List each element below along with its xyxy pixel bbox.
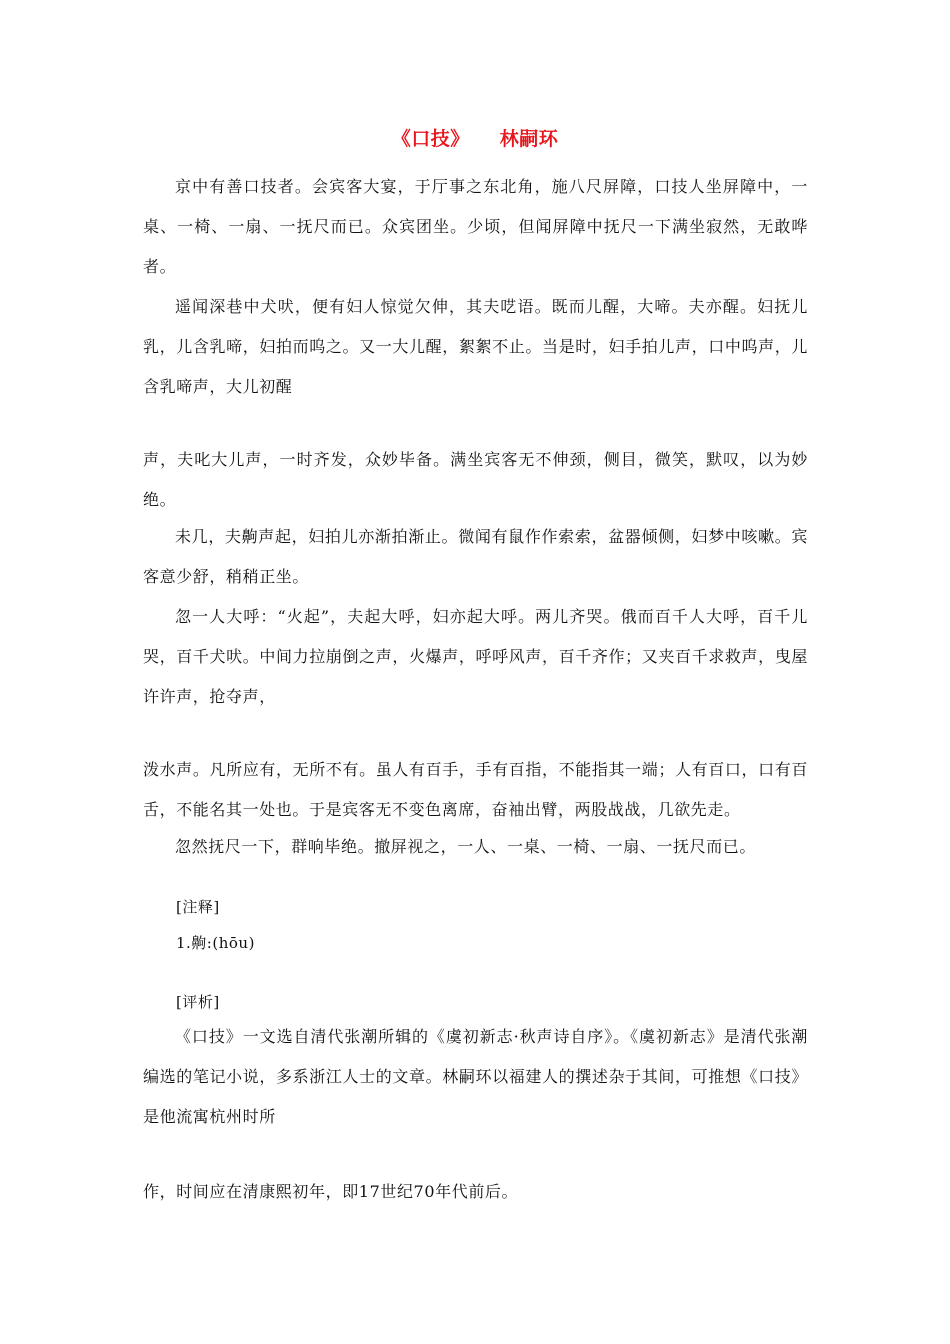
paragraph-2-continued: 声，夫叱大儿声，一时齐发，众妙毕备。满坐宾客无不伸颈，侧目，微笑，默叹，以为妙绝。 xyxy=(143,450,808,509)
paragraph-4-continued: 泼水声。凡所应有，无所不有。虽人有百手，手有百指，不能指其一端；人有百口，口有百舌，不能名其一处也。于是宾客无不变色离席，奋袖出臂，两股战战，几欲先走。 xyxy=(143,760,808,819)
commentary-paragraph-continued: 作，时间应在清康熙初年，即17世纪70年代前后。 xyxy=(143,1182,519,1201)
annotation-item: 1.齁:(hōu) xyxy=(176,934,255,952)
commentary-paragraph: 《口技》一文选自清代张潮所辑的《虞初新志·秋声诗自序》。《虞初新志》是清代张潮编选的笔记小说，多系浙江人士的文章。林嗣环以福建人的撰述杂于其间，可推想《口技》是他流寓杭州时所 xyxy=(143,1027,808,1126)
commentary-heading: [评析] xyxy=(176,993,220,1011)
paragraph-2: 遥闻深巷中犬吠，便有妇人惊觉欠伸，其夫呓语。既而儿醒，大啼。夫亦醒。妇抚儿乳，儿含乳啼，妇拍而呜之。又一大儿醒，絮絮不止。当是时，妇手拍儿声，口中呜声，儿含乳啼声，大儿初醒 xyxy=(143,297,808,396)
title-author: 林嗣环 xyxy=(499,128,559,150)
paragraph-3: 未几，夫齁声起，妇拍儿亦渐拍渐止。微闻有鼠作作索索，盆器倾侧，妇梦中咳嗽。宾客意少舒，稍稍正坐。 xyxy=(143,527,808,586)
document-title xyxy=(0,124,950,151)
title-work-name: 《口技》 xyxy=(391,128,470,150)
paragraph-5: 忽然抚尺一下，群响毕绝。撤屏视之，一人、一桌、一椅、一扇、一抚尺而已。 xyxy=(175,837,757,856)
annotation-heading: [注释] xyxy=(176,898,220,916)
paragraph-1: 京中有善口技者。会宾客大宴，于厅事之东北角，施八尺屏障，口技人坐屏障中，一桌、一椅、一扇、一抚尺而已。众宾团坐。少顷，但闻屏障中抚尺一下满坐寂然，无敢哗者。 xyxy=(143,177,808,276)
paragraph-4: 忽一人大呼：“火起”，夫起大呼，妇亦起大呼。两儿齐哭。俄而百千人大呼，百千儿哭，百千犬吠。中间力拉崩倒之声，火爆声，呼呼风声，百千齐作；又夹百千求救声，曳屋许许声，抢夺声， xyxy=(143,607,808,706)
